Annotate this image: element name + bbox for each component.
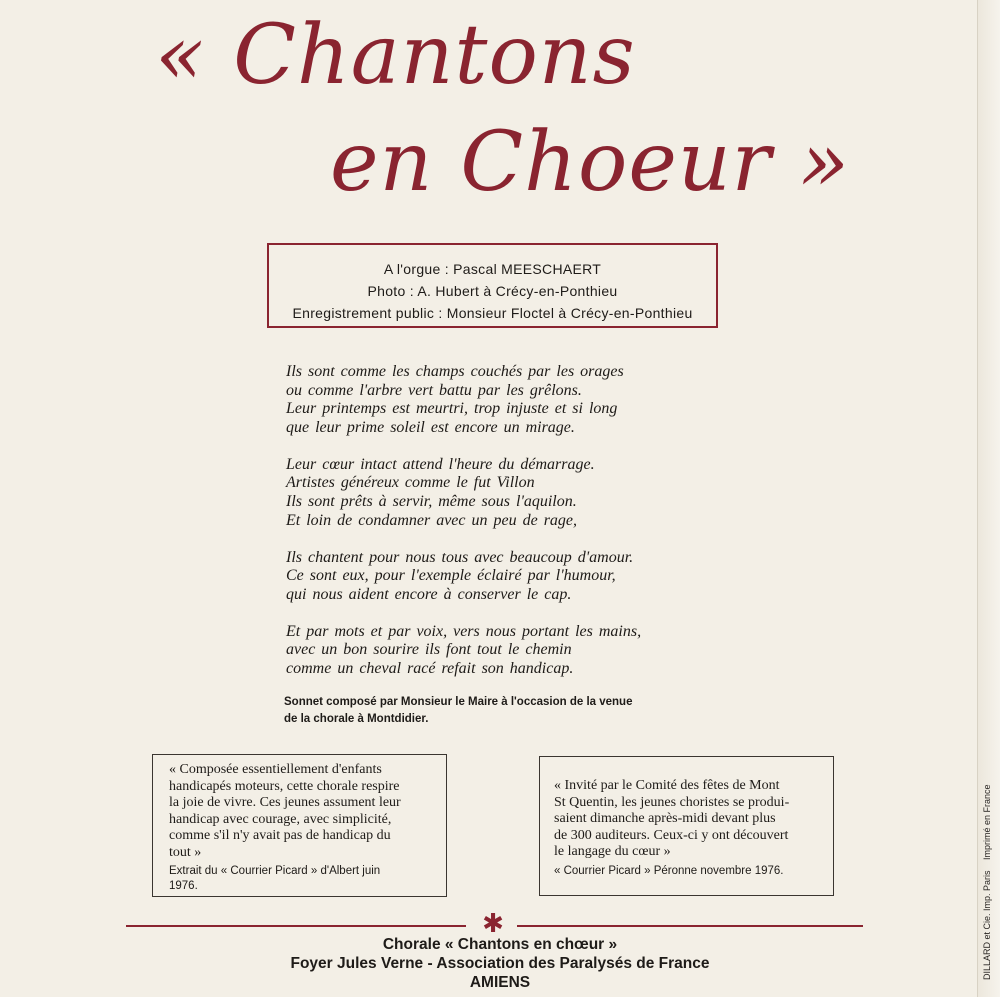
poem-line: comme un cheval racé refait son handicap.	[286, 659, 574, 677]
quote-line: saient dimanche après-midi devant plus	[554, 811, 776, 826]
poem-line: Ils chantent pour nous tous avec beaucoup d'amour.	[286, 548, 634, 566]
poem-line: Artistes généreux comme le fut Villon	[286, 474, 535, 492]
poem-line: que leur prime soleil est encore un mirage.	[286, 418, 575, 436]
quote-line: handicap avec courage, avec simplicité,	[169, 811, 392, 827]
source-line: Extrait du « Courrier Picard » d'Albert juin	[169, 865, 381, 877]
press-quote-albert	[152, 754, 447, 897]
footer	[170, 935, 830, 992]
quote-line: « Composée essentiellement d'enfants	[169, 762, 382, 777]
quote-line: handicapés moteurs, cette chorale respire	[169, 778, 400, 794]
sonnet-attribution	[284, 694, 714, 728]
title-line-2: en Choeur »	[330, 115, 851, 210]
press-quote-source	[554, 864, 819, 879]
footer-association: Foyer Jules Verne - Association des Paralysés de France	[290, 955, 710, 972]
quote-line: comme s'il n'y avait pas de handicap du	[169, 828, 391, 843]
divider-right	[517, 925, 863, 927]
footer-city: AMIENS	[469, 974, 531, 991]
poem-line: avec un bon sourire ils font tout le chemin	[286, 641, 572, 659]
poem-line: Leur cœur intact attend l'heure du démarrage.	[286, 455, 595, 473]
source-line: « Courrier Picard » Péronne novembre 1976.	[554, 864, 784, 877]
poem-stanza	[286, 456, 726, 530]
divider-left	[126, 925, 466, 927]
poem-line: Et loin de condamner avec un peu de rage,	[286, 511, 578, 529]
press-quote-source	[169, 864, 432, 894]
quote-line: tout »	[169, 844, 202, 860]
source-line: 1976.	[169, 880, 198, 892]
credit-photo: Photo : A. Hubert à Crécy-en-Ponthieu	[367, 283, 618, 299]
poem-line: Leur printemps est meurtri, trop injuste et si long	[286, 400, 618, 418]
credit-recording: Enregistrement public : Monsieur Floctel à Crécy-en-Ponthieu	[292, 305, 693, 321]
poem-line: qui nous aident encore à conserver le cap.	[286, 585, 572, 603]
asterisk-ornament-icon: ✱	[482, 909, 504, 939]
quote-line: le langage du cœur »	[554, 844, 671, 859]
poem-line: Ils sont prêts à servir, même sous l'aquilon.	[286, 492, 577, 510]
poem-stanza	[286, 549, 726, 605]
sonnet-attribution-line: de la chorale à Montdidier.	[284, 713, 429, 725]
press-quote-peronne	[539, 756, 834, 896]
footer-choir-name: Chorale « Chantons en chœur »	[382, 936, 618, 953]
credit-organ: A l'orgue : Pascal MEESCHAERT	[383, 261, 602, 277]
poem-stanza	[286, 363, 726, 437]
credits-box	[267, 243, 718, 328]
press-quote-text	[554, 778, 819, 861]
poem-stanza	[286, 623, 726, 679]
quote-line: St Quentin, les jeunes choristes se produi-	[554, 794, 790, 810]
quote-line: de 300 auditeurs. Ceux-ci y ont découvert	[554, 827, 789, 843]
poem-line: Ce sont eux, pour l'exemple éclairé par l'humour,	[286, 567, 616, 585]
title-line-1: « Chantons	[155, 8, 636, 103]
press-quote-text	[169, 762, 432, 861]
sonnet-attribution-line: Sonnet composé par Monsieur le Maire à l'occasion de la venue	[284, 696, 633, 708]
poem-line: Ils sont comme les champs couchés par les orages	[286, 363, 624, 380]
poem	[286, 363, 726, 697]
quote-line: « Invité par le Comité des fêtes de Mont	[554, 778, 780, 793]
printed-in-france-note: Imprimé en France	[982, 784, 992, 860]
poem-line: Et par mots et par voix, vers nous portant les mains,	[286, 622, 642, 640]
poem-line: ou comme l'arbre vert battu par les grêlons.	[286, 381, 582, 399]
printer-note: DILLARD et Cie. Imp. Paris	[982, 870, 992, 980]
quote-line: la joie de vivre. Ces jeunes assument leur	[169, 795, 401, 810]
